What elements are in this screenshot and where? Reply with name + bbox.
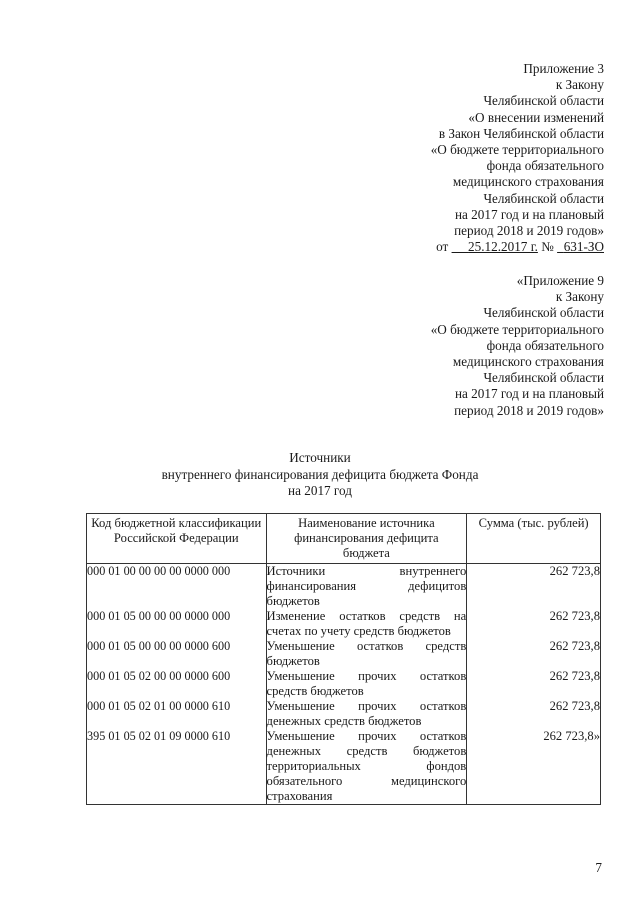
row-name: Изменение остатков средств на счетах по учету средств бюджетов [266, 609, 467, 638]
appendix-9-line: на 2017 год и на плановый [454, 386, 604, 402]
appendix-9-line: период 2018 и 2019 годов» [454, 402, 604, 418]
appendix-3-line: «О бюджете территориального [430, 142, 604, 158]
appendix-9-line: медицинского страхования [452, 354, 604, 370]
row-code: 000 01 05 00 00 00 0000 000 [87, 609, 267, 639]
row-sum: 262 723,8 [467, 669, 601, 699]
table-row [87, 639, 601, 669]
title-line-3: на 2017 год [288, 483, 352, 498]
law-date-number-line [431, 239, 604, 255]
row-sum: 262 723,8 [467, 699, 601, 729]
row-name: Уменьшение остатков средств бюджетов [266, 639, 467, 668]
table-row [87, 729, 601, 805]
appendix-9-line: фонда обязательного [486, 337, 604, 353]
header-sum: Сумма (тыс. рублей) [467, 514, 601, 564]
title-line-1: Источники [289, 450, 351, 465]
number-sign: № [541, 239, 554, 255]
document-title [0, 450, 640, 500]
appendix-3-line: период 2018 и 2019 годов» [454, 223, 604, 239]
appendix-3-line: Челябинской области [483, 190, 604, 206]
row-code: 000 01 05 02 01 00 0000 610 [87, 699, 267, 729]
table-row [87, 699, 601, 729]
header-name: Наименование источника финансирования дефицита бюджета [266, 514, 467, 564]
row-name: Источники внутреннего финансирования дефицитов бюджетов [266, 564, 467, 608]
row-name: Уменьшение прочих остатков средств бюджетов [266, 669, 467, 698]
row-sum: 262 723,8 [467, 564, 601, 610]
appendix-9-line: к Закону [555, 289, 604, 305]
row-name: Уменьшение прочих остатков денежных средств бюджетов [266, 699, 467, 728]
date-prefix: от [436, 239, 449, 255]
appendix-9-line: «О бюджете территориального [430, 321, 604, 337]
appendix-3-line: «О внесении изменений [468, 109, 604, 125]
appendix-3-line: к Закону [555, 77, 604, 93]
row-sum: 262 723,8 [467, 609, 601, 639]
appendix-3-header [431, 61, 604, 255]
row-code: 000 01 00 00 00 00 0000 000 [87, 564, 267, 610]
row-code: 000 01 05 00 00 00 0000 600 [87, 639, 267, 669]
row-name: Уменьшение прочих остатков денежных средств бюджетов территориальных фондов обязательного медицинского страхования [266, 729, 467, 803]
appendix-3-line: в Закон Челябинской области [438, 125, 604, 141]
appendix-9-line: Челябинской области [483, 370, 604, 386]
appendix-9-line: Челябинской области [483, 305, 604, 321]
row-sum: 262 723,8» [467, 729, 601, 805]
appendix-3-line: Приложение 3 [523, 61, 604, 76]
table-row [87, 669, 601, 699]
page-number: 7 [595, 860, 602, 875]
title-line-2: внутреннего финансирования дефицита бюджета Фонда [161, 466, 479, 482]
law-date: 25.12.2017 г. [468, 239, 538, 255]
row-code: 395 01 05 02 01 09 0000 610 [87, 729, 267, 805]
row-sum: 262 723,8 [467, 639, 601, 669]
appendix-3-line: медицинского страхования [452, 174, 604, 190]
law-number: 631-ЗО [563, 239, 604, 255]
table-header-row [87, 514, 601, 564]
appendix-3-line: на 2017 год и на плановый [454, 206, 604, 222]
table-row [87, 609, 601, 639]
appendix-9-header [431, 273, 604, 419]
table-row [87, 564, 601, 610]
appendix-3-line: Челябинской области [483, 93, 604, 109]
appendix-9-line: «Приложение 9 [516, 273, 604, 288]
appendix-3-line: фонда обязательного [486, 158, 604, 174]
financing-sources-table [86, 513, 601, 805]
row-code: 000 01 05 02 00 00 0000 600 [87, 669, 267, 699]
header-code: Код бюджетной классификации Российской Федерации [87, 514, 267, 564]
